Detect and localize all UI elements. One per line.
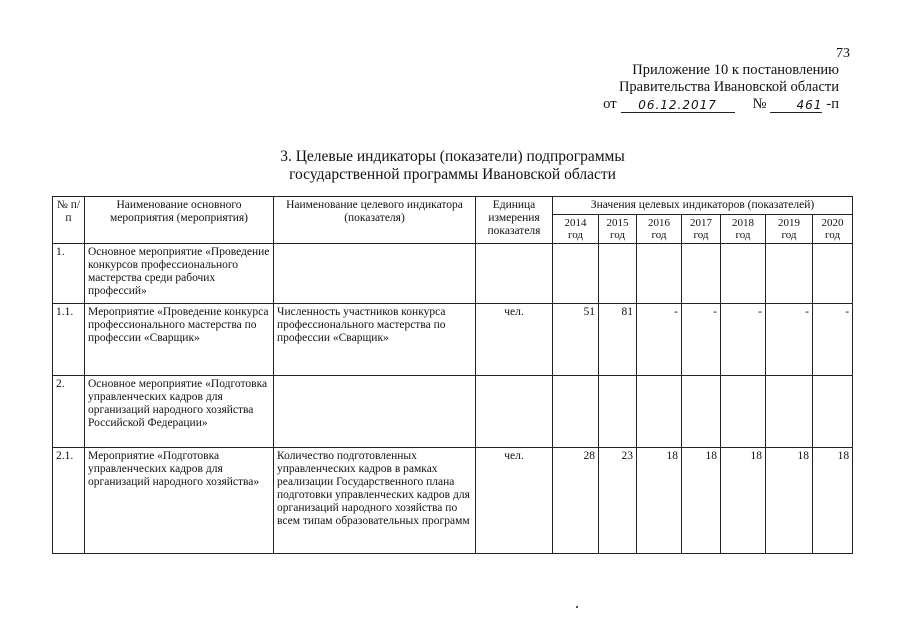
document-header	[603, 62, 839, 113]
indicator-value	[599, 376, 637, 448]
indicator-value: 18	[682, 448, 721, 554]
header-line-appendix: Приложение 10 к постановлению	[632, 62, 839, 78]
year-value: 2017	[690, 217, 712, 229]
from-label: от	[603, 96, 617, 112]
indicator-value	[766, 376, 813, 448]
indicator-name: Численность участников конкурса профессионального мастерства по профессии «Сварщик»	[274, 304, 476, 376]
header-event: Наименование основного мероприятия (мероприятия)	[85, 197, 274, 244]
year-header-2018	[721, 215, 766, 244]
indicator-value: -	[637, 304, 682, 376]
unit-of-measure: чел.	[476, 304, 553, 376]
year-header-2019	[766, 215, 813, 244]
indicator-value	[682, 376, 721, 448]
header-num: № п/п	[53, 197, 85, 244]
title-line-2: государственной программы Ивановской области	[289, 166, 616, 183]
number-label: №	[752, 96, 767, 112]
year-header-2015	[599, 215, 637, 244]
unit-of-measure	[476, 376, 553, 448]
header-unit: Единица измерения показателя	[476, 197, 553, 244]
indicator-value	[721, 376, 766, 448]
unit-of-measure: чел.	[476, 448, 553, 554]
indicator-value: 18	[637, 448, 682, 554]
header-indicator: Наименование целевого индикатора (показателя)	[274, 197, 476, 244]
indicator-value: 18	[766, 448, 813, 554]
indicator-value	[553, 376, 599, 448]
table-row	[53, 376, 853, 448]
indicators-table	[52, 196, 853, 554]
header-row	[53, 197, 853, 215]
indicator-name: Количество подготовленных управленческих кадров в рамках реализации Государственного плана подготовки управленческих кадров для организаций народного хозяйства по всем типам образовательных программ	[274, 448, 476, 554]
year-word: год	[567, 229, 584, 241]
table-row	[53, 448, 853, 554]
year-value: 2018	[732, 217, 754, 229]
year-word: год	[693, 229, 709, 241]
page-number: 73	[836, 46, 850, 61]
event-name: Основное мероприятие «Подготовка управленческих кадров для организаций народного хозяйства Российской Федерации»	[85, 376, 274, 448]
indicator-name	[274, 376, 476, 448]
handwritten-number: 461	[770, 98, 822, 113]
indicator-value	[766, 244, 813, 304]
indicator-value	[637, 244, 682, 304]
indicator-value	[682, 244, 721, 304]
event-name: Основное мероприятие «Проведение конкурсов профессионального мастерства среди рабочих профессий»	[85, 244, 274, 304]
year-word: год	[735, 229, 751, 241]
header-values-group: Значения целевых индикаторов (показателей)	[553, 197, 853, 215]
indicator-value	[813, 376, 853, 448]
year-value: 2014	[564, 217, 587, 229]
event-name: Мероприятие «Проведение конкурса профессионального мастерства по профессии «Сварщик»	[85, 304, 274, 376]
row-number: 1.1.	[53, 304, 85, 376]
scan-speck	[576, 606, 578, 608]
indicator-value: 18	[721, 448, 766, 554]
year-value: 2015	[606, 217, 629, 229]
indicator-value: 23	[599, 448, 637, 554]
table-row	[53, 244, 853, 304]
indicator-value	[637, 376, 682, 448]
indicator-value: -	[721, 304, 766, 376]
indicator-value: -	[682, 304, 721, 376]
number-suffix: -п	[826, 96, 839, 112]
indicator-value	[813, 244, 853, 304]
indicator-name	[274, 244, 476, 304]
year-value: 2019	[778, 217, 800, 229]
row-number: 2.	[53, 376, 85, 448]
indicator-value	[553, 244, 599, 304]
row-number: 1.	[53, 244, 85, 304]
year-value: 2020	[821, 217, 844, 229]
header-line-government: Правительства Ивановской области	[618, 79, 839, 95]
year-word: год	[651, 229, 667, 241]
unit-of-measure	[476, 244, 553, 304]
year-header-2017	[682, 215, 721, 244]
table-row	[53, 304, 853, 376]
section-title	[0, 148, 905, 184]
year-header-2020	[813, 215, 853, 244]
indicator-value: 28	[553, 448, 599, 554]
row-number: 2.1.	[53, 448, 85, 554]
indicator-value: 51	[553, 304, 599, 376]
year-header-2016	[637, 215, 682, 244]
indicator-value: -	[813, 304, 853, 376]
header-date-line	[603, 96, 839, 113]
event-name: Мероприятие «Подготовка управленческих кадров для организаций народного хозяйства»	[85, 448, 274, 554]
indicator-value	[599, 244, 637, 304]
year-header-2014	[553, 215, 599, 244]
year-word: год	[825, 229, 841, 241]
year-value: 2016	[648, 217, 670, 229]
indicator-value: 18	[813, 448, 853, 554]
year-word: год	[781, 229, 797, 241]
indicator-value: 81	[599, 304, 637, 376]
title-line-1: 3. Целевые индикаторы (показатели) подпрограммы	[280, 148, 625, 165]
indicator-value: -	[766, 304, 813, 376]
indicator-value	[721, 244, 766, 304]
year-word: год	[609, 229, 626, 241]
handwritten-date: 06.12.2017	[621, 98, 735, 113]
